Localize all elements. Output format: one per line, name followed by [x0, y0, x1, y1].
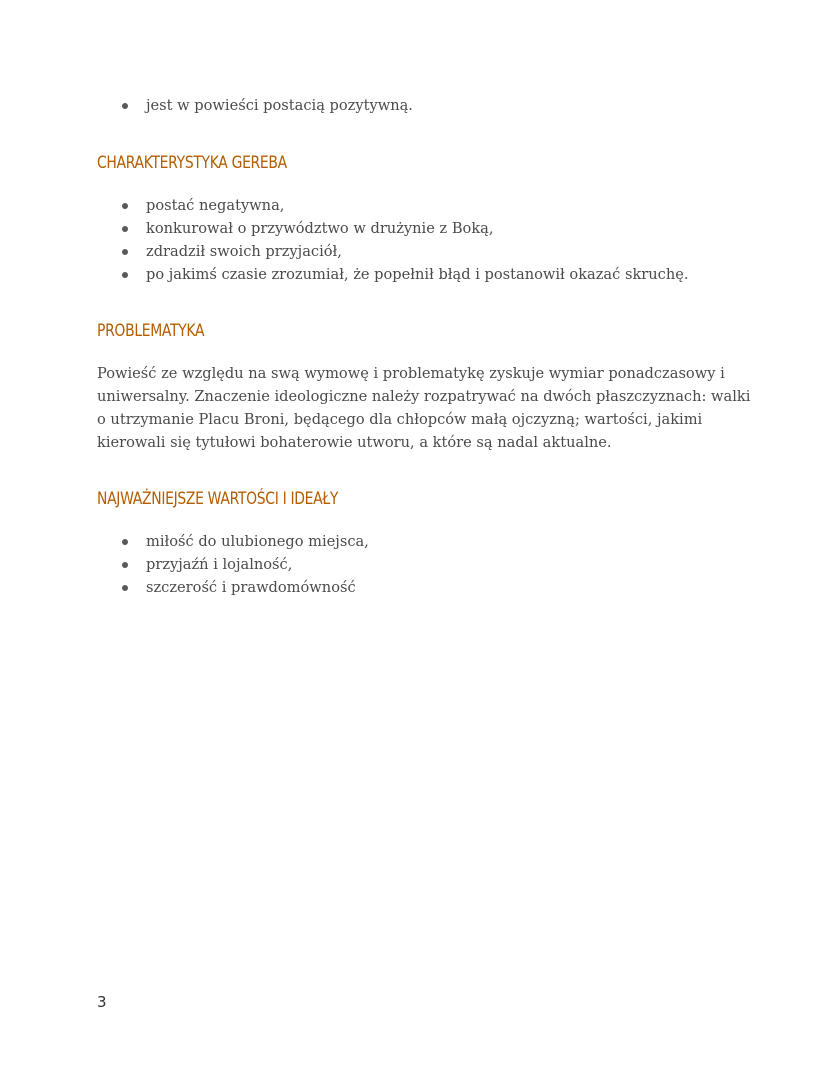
bullet-icon: [122, 272, 128, 278]
list-item: jest w powieści postacią pozytywną.: [97, 94, 413, 117]
bullet-list-gereb: [97, 194, 689, 286]
list-item: konkurował o przywództwo w drużynie z Boką,: [97, 217, 689, 240]
list-item: postać negatywna,: [97, 194, 689, 217]
list-item: po jakimś czasie zrozumiał, że popełnił błąd i postanowił okazać skruchę.: [97, 263, 689, 286]
page-number: 3: [97, 993, 107, 1011]
heading-problematyka: PROBLEMATYKA: [97, 321, 205, 341]
heading-najwazniejsze-wartosci: NAJWAŻNIEJSZE WARTOŚCI I IDEAŁY: [97, 489, 339, 509]
heading-charakterystyka-gereba: CHARAKTERYSTYKA GEREBA: [97, 153, 287, 173]
list-item: szczerość i prawdomówność: [97, 576, 369, 599]
paragraph-problematyka: [97, 362, 751, 454]
bullet-icon: [122, 226, 128, 232]
bullet-icon: [122, 103, 128, 109]
bullet-list-wartosci: [97, 530, 369, 599]
bullet-icon: [122, 585, 128, 591]
bullet-icon: [122, 539, 128, 545]
list-item: zdradził swoich przyjaciół,: [97, 240, 689, 263]
bullet-icon: [122, 562, 128, 568]
list-item: miłość do ulubionego miejsca,: [97, 530, 369, 553]
paragraph-line: kierowali się tytułowi bohaterowie utworu, a które są nadal aktualne.: [97, 434, 612, 451]
list-item: przyjaźń i lojalność,: [97, 553, 369, 576]
bullet-icon: [122, 249, 128, 255]
bullet-icon: [122, 203, 128, 209]
paragraph-line: o utrzymanie Placu Broni, będącego dla chłopców małą ojczyzną; wartości, jakimi: [97, 411, 703, 428]
bullet-list-top: [97, 94, 413, 117]
paragraph-line: uniwersalny. Znaczenie ideologiczne należy rozpatrywać na dwóch płaszczyznach: walki: [97, 388, 751, 405]
paragraph-line: Powieść ze względu na swą wymowę i problematykę zyskuje wymiar ponadczasowy i: [97, 365, 725, 382]
